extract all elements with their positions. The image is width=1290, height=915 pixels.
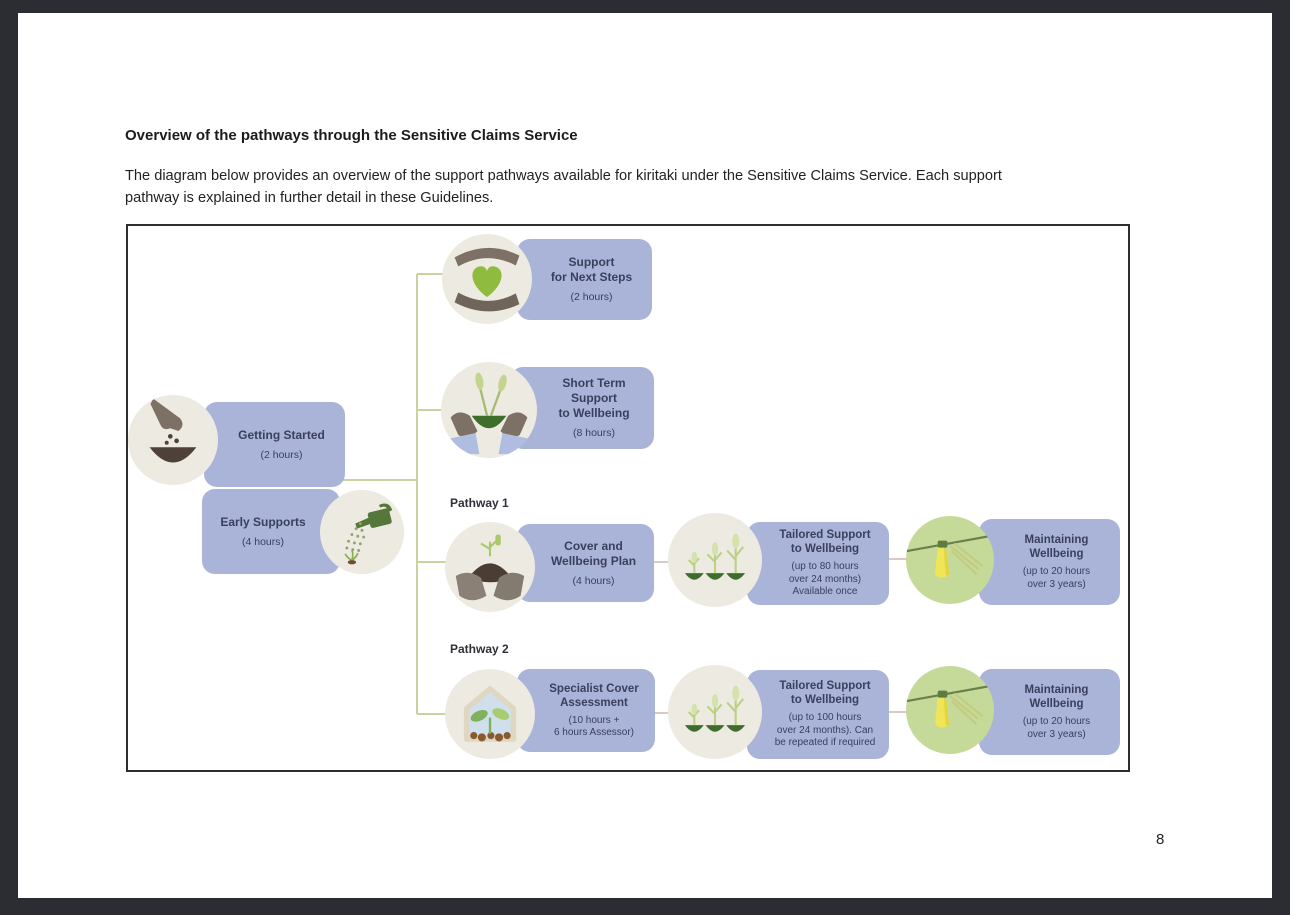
greenhouse-icon [445,669,535,759]
node-title-line: Cover and [564,538,623,553]
node-hours-line: over 24 months). Can [776,724,874,736]
node-maintaining-wellbeing-1 [979,519,1120,605]
node-title [558,376,629,421]
node-title-line: Maintaining [1024,534,1089,546]
node-hours: (8 hours) [572,427,615,439]
node-maintaining-wellbeing-2 [979,669,1120,755]
node-hours-line: over 3 years) [1027,728,1086,740]
node-title-line: Support [570,391,617,405]
node-hours: (2 hours) [570,291,613,303]
hands-soil-icon [445,522,535,612]
node-hours [775,712,876,750]
node-hours [1023,716,1090,741]
page-number: 8 [1156,831,1165,848]
pathway1-label: Pathway 1 [450,496,509,510]
node-hours: (2 hours) [260,448,303,461]
node-hours: (4 hours) [241,535,284,548]
node-title-line: to Wellbeing [790,543,860,556]
watering-can-icon [320,490,404,574]
node-title-line: Wellbeing Plan [550,553,637,568]
planting-seeds-icon [128,395,218,485]
node-title [779,528,870,556]
drying-plant-icon [906,516,994,604]
node-hours-line: (up to 80 hours [791,561,859,573]
node-hours [789,561,861,599]
growing-bowls-icon [668,665,762,759]
node-title-line: Tailored Support [779,680,871,693]
pathways-diagram [126,224,1130,772]
node-getting-started [204,402,345,487]
node-hours [1023,566,1090,591]
node-title-line: Assessment [560,696,628,709]
page-title: Overview of the pathways through the Sensitive Claims Service [125,127,578,144]
hands-heart-icon [442,234,532,324]
node-tailored-support-2 [747,670,889,759]
node-title-line: Short Term [562,376,626,390]
node-title [1025,533,1089,561]
node-title: Early Supports [220,514,306,529]
node-title-line: Maintaining [1024,684,1089,696]
node-hours-line: over 3 years) [1027,578,1086,590]
node-title-line: Support [568,255,615,269]
node-specialist-cover-assessment [517,669,655,752]
document-page [18,13,1272,898]
node-title [779,679,870,707]
node-title [551,255,632,285]
node-hours-line: (up to 20 hours [1022,716,1091,727]
node-hours-line: over 24 months) [788,573,862,585]
pathway2-label: Pathway 2 [450,642,509,656]
node-hours-line: (10 hours + [568,714,620,726]
node-title-line: to Wellbeing [558,406,630,420]
node-hours-line: Available once [792,586,858,598]
node-title-line: Wellbeing [1029,698,1084,710]
node-hours-line: be repeated if required [774,737,876,749]
node-title-line: Wellbeing [1029,548,1084,560]
node-title-line: Specialist Cover [549,682,639,695]
node-title [551,539,636,569]
intro-paragraph-line1: The diagram below provides an overview of the support pathways available for kiritaki under the Sensitive Claims Service. Each support [125,168,1002,184]
drying-plant-icon [906,666,994,754]
node-cover-wellbeing-plan [517,524,654,602]
node-hours-line: (up to 20 hours [1022,566,1091,577]
hands-bowl-icon [441,362,537,458]
node-tailored-support-1 [747,522,889,605]
node-hours: (4 hours) [572,574,615,587]
node-title-line: for Next Steps [550,270,633,284]
node-title: Getting Started [238,427,325,442]
intro-paragraph [125,165,1002,209]
node-title [1025,683,1089,711]
growing-bowls-icon [668,513,762,607]
node-hours-line: (up to 100 hours [788,712,862,724]
node-title-line: Tailored Support [779,529,871,542]
node-title-line: to Wellbeing [790,694,860,707]
node-hours-line: 6 hours Assessor) [553,727,635,738]
node-support-next-steps [517,239,652,320]
node-title [549,682,638,710]
node-hours [554,715,634,740]
intro-paragraph-line2: pathway is explained in further detail in these Guidelines. [125,190,494,206]
